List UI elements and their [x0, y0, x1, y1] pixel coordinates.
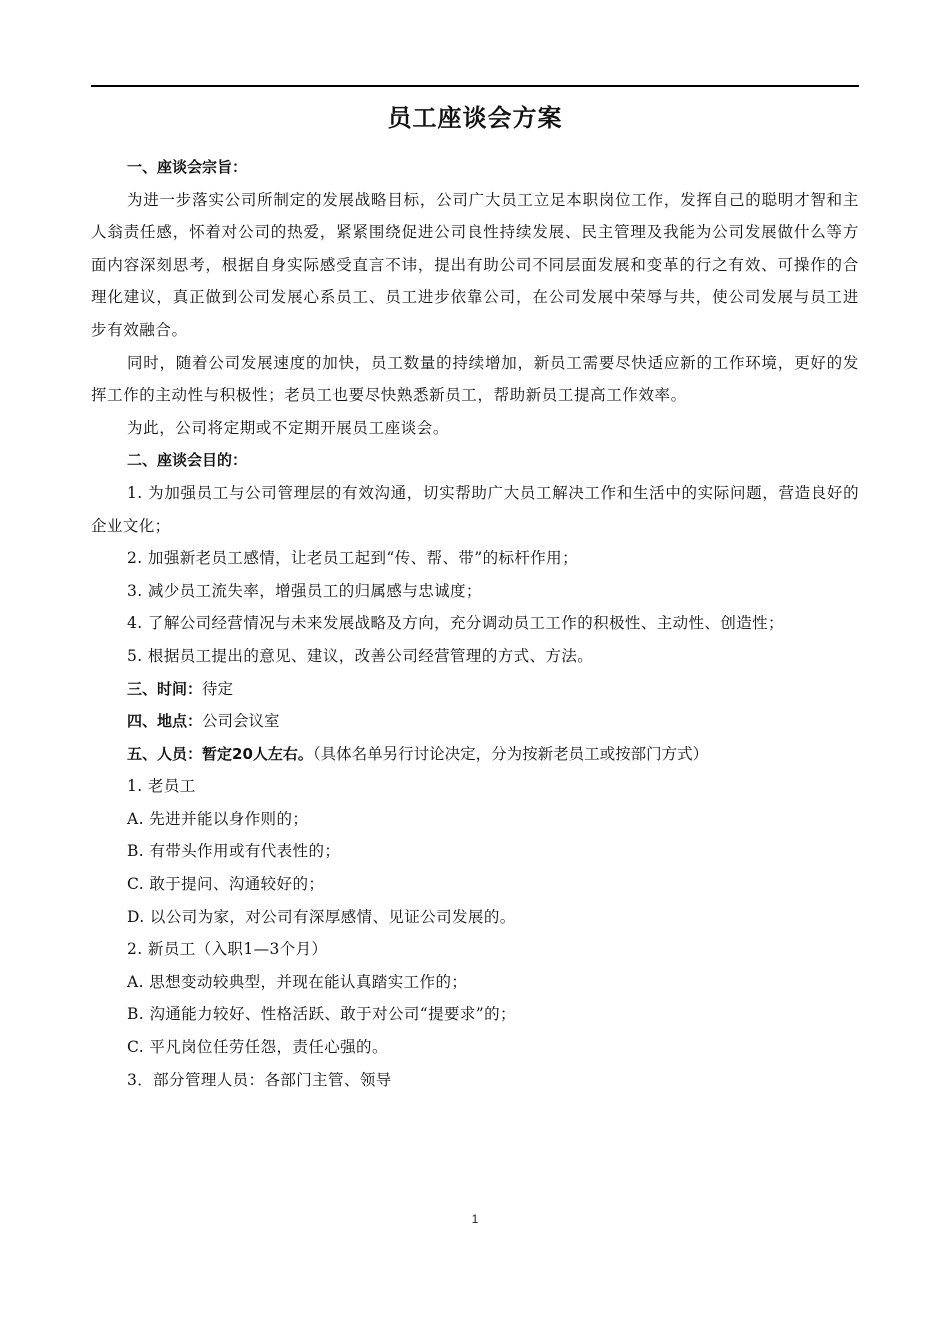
participant-item: C. 平凡岗位任劳任怨，责任心强的。 — [127, 1038, 388, 1057]
participant-item: A. 思想变动较典型，并现在能认真踏实工作的； — [127, 972, 468, 991]
participant-item: 3．部分管理人员：各部门主管、领导 — [127, 1070, 392, 1089]
participants-note: （具体名单另行讨论决定，分为按新老员工或按部门方式） — [312, 744, 709, 763]
section-1-paragraph-1: 为进一步落实公司所制定的发展战略目标，公司广大员工立足本职岗位工作，发挥自己的聪明才智和主人翁责任感，怀着对公司的热爱，紧紧围绕促进公司良性持续发展、民主管理及我能为公司发展做什么等方面内容深刻思考，根据自身实际感受直言不讳，提出有助公司不同层面发展和变革的行之有效、可操作的合理化建议，真正做到公司发展心系员工、员工进步依靠公司，在公司发展中荣辱与共，使公司发展与员工进步有效融合。 — [91, 190, 859, 339]
section-1-paragraph-2: 同时，随着公司发展速度的加快，员工数量的持续增加，新员工需要尽快适应新的工作环境，更好的发挥工作的主动性与积极性；老员工也要尽快熟悉新员工，帮助新员工提高工作效率。 — [91, 353, 859, 405]
page-number: 1 — [471, 1212, 479, 1226]
section-3-time — [91, 673, 859, 706]
participants-label: 五、人员：暂定20人左右。 — [127, 744, 313, 763]
document-body — [91, 151, 859, 1096]
purpose-item-3: 3. 减少员工流失率，增强员工的归属感与忠诚度； — [127, 581, 482, 600]
participant-item: 2. 新员工（入职1—3个月） — [127, 940, 328, 959]
time-label: 三、时间： — [127, 679, 203, 698]
purpose-item-5: 5. 根据员工提出的意见、建议，改善公司经营管理的方式、方法。 — [127, 646, 594, 665]
document-title: 员工座谈会方案 — [387, 104, 563, 132]
section-2-heading: 二、座谈会目的： — [127, 451, 248, 470]
purpose-item-1: 1. 为加强员工与公司管理层的有效沟通，切实帮助广大员工解决工作和生活中的实际问题，营造良好的企业文化； — [91, 483, 859, 535]
header-rule — [91, 85, 859, 87]
purpose-item-4: 4. 了解公司经营情况与未来发展战略及方向，充分调动员工工作的积极性、主动性、创造性； — [127, 614, 784, 633]
purpose-item-2: 2. 加强新老员工感情，让老员工起到“传、帮、带”的标杆作用； — [127, 549, 578, 568]
participant-item: B. 有带头作用或有代表性的； — [127, 842, 341, 861]
section-1-paragraph-3: 为此，公司将定期或不定期开展员工座谈会。 — [127, 418, 450, 437]
participant-item: C. 敢于提问、沟通较好的； — [127, 875, 325, 894]
participant-item: A. 先进并能以身作则的； — [127, 809, 309, 828]
time-value: 待定 — [202, 679, 234, 698]
section-1-heading: 一、座谈会宗旨： — [127, 158, 248, 176]
participant-item: 1. 老员工 — [127, 777, 196, 796]
location-label: 四、地点： — [127, 712, 203, 731]
location-value: 公司会议室 — [202, 712, 280, 731]
participant-item: D. 以公司为家，对公司有深厚感情、见证公司发展的。 — [127, 907, 516, 926]
section-5-participants — [91, 738, 859, 771]
section-4-location — [91, 705, 859, 738]
participant-item: B. 沟通能力较好、性格活跃、敢于对公司“提要求”的； — [127, 1005, 516, 1024]
